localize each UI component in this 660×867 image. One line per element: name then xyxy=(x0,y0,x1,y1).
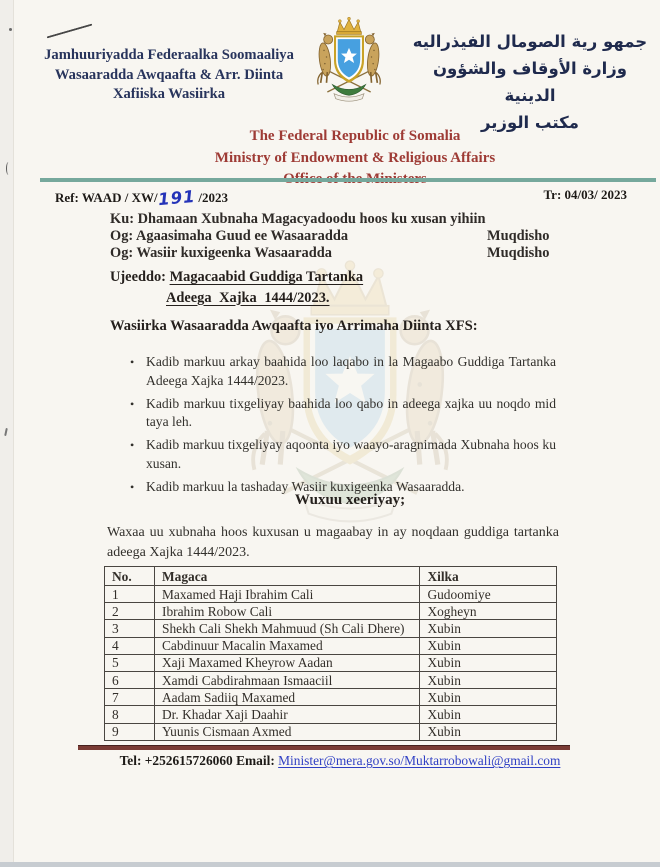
cell-role: Gudoomiye xyxy=(420,586,557,603)
list-item xyxy=(130,353,556,390)
cell-name: Xaji Maxamed Kheyrow Aadan xyxy=(155,654,420,671)
subject-line-1 xyxy=(110,267,363,288)
cell-role: Xubin xyxy=(420,671,557,688)
phone-number: Tel: +252615726060 xyxy=(119,753,233,768)
handwritten-pen-stroke xyxy=(47,24,93,39)
recipient-line-ku: Ku: Dhamaan Xubnaha Magacyadoodu hoos ku xusan yihiin xyxy=(110,211,486,227)
email-link[interactable]: Minister@mera.gov.so/Muktarrobowali@gmail.com xyxy=(278,753,561,768)
bullet-dot: • xyxy=(130,355,135,369)
table-row xyxy=(105,689,557,706)
list-item-text: Kadib markuu la tashaday Wasiir kuxigeenka Wasaaradda. xyxy=(146,479,465,495)
bullet-dot: • xyxy=(130,396,135,411)
decision-heading: Wuxuu xeeriyay; xyxy=(294,492,406,508)
recipient-line-og1: Og: Agaasimaha Guud ee Wasaaradda Muqdisho xyxy=(110,228,550,244)
letterhead-arabic-line: مكتب الوزير xyxy=(481,113,579,132)
letterhead-somali-line: Wasaaradda Awqaafta & Arr. Diinta xyxy=(54,66,284,83)
cell-role: Xubin xyxy=(420,706,557,723)
column-header-no: No. xyxy=(105,567,155,586)
cell-role: Xubin xyxy=(420,637,557,654)
column-header-magaca: Magaca xyxy=(155,567,420,586)
letterhead-somali xyxy=(35,46,303,105)
email-label: Email: xyxy=(236,753,275,768)
letterhead-english-line: The Federal Republic of Somalia xyxy=(249,128,461,144)
recipient-line-og2: Og: Wasiir kuxigeenka Wasaaradda Muqdisho xyxy=(110,245,550,261)
cell-number: 6 xyxy=(105,671,155,688)
letterhead-somali-line: Xafiiska Wasiirka xyxy=(112,86,226,102)
cell-number: 3 xyxy=(105,620,155,637)
cell-name: Aadam Sadiiq Maxamed xyxy=(155,689,420,706)
somalia-coat-of-arms-icon xyxy=(299,5,399,119)
cell-number: 2 xyxy=(105,603,155,620)
cell-role: Xogheyn xyxy=(420,603,557,620)
cell-number: 8 xyxy=(105,706,155,723)
bullet-dot: • xyxy=(130,480,135,495)
table-row xyxy=(105,706,557,723)
table-row xyxy=(105,603,557,620)
letterhead-somali-line: Jamhuuriyadda Federaalka Soomaaliya xyxy=(44,47,294,63)
table-row xyxy=(105,671,557,688)
date-field: Tr: 04/03/ 2023 xyxy=(543,187,627,202)
cell-name: Ibrahim Robow Cali xyxy=(155,603,420,620)
recipients-block xyxy=(110,211,580,262)
considerations-list xyxy=(130,353,556,501)
subject-title: Magacaabid Guddiga Tartanka xyxy=(169,269,364,285)
cell-name: Cabdinuur Macalin Maxamed xyxy=(155,637,420,654)
cell-role: Xubin xyxy=(420,620,557,637)
letterhead-english-line: Ministry of Endowment & Religious Affairs xyxy=(214,149,496,166)
table-row xyxy=(105,586,557,603)
table-row xyxy=(105,637,557,654)
reference-number: Ref: WAAD / XW/191 /2023 xyxy=(55,186,228,210)
cell-name: Maxamed Haji Ibrahim Cali xyxy=(155,586,420,603)
cell-name: Yuunis Cismaan Axmed xyxy=(155,723,420,740)
cell-role: Xubin xyxy=(420,723,557,740)
table-header-row xyxy=(105,567,557,586)
cell-role: Xubin xyxy=(420,654,557,671)
table-row xyxy=(105,723,557,740)
list-item xyxy=(130,395,556,432)
list-item-text: Kadib markuu arkay baahida loo laqabo in la Magaabo Guddiga Tartanka Adeega Xajka 1444/2023. xyxy=(146,354,556,388)
letterhead-arabic xyxy=(406,28,654,136)
bullet-dot: • xyxy=(130,438,135,453)
cell-name: Shekh Cali Shekh Mahmuud (Sh Cali Dhere) xyxy=(155,620,420,637)
table-row xyxy=(105,654,557,671)
list-item-text: Kadib markuu tixgeliyay aqoonta iyo waayo-aragnimada Xubnaha hoos ku xusan. xyxy=(146,437,556,471)
scan-artifact xyxy=(6,162,12,175)
cell-number: 7 xyxy=(105,689,155,706)
cell-number: 9 xyxy=(105,723,155,740)
cell-name: Dr. Khadar Xaji Daahir xyxy=(155,706,420,723)
committee-table xyxy=(104,566,557,741)
scan-edge-bottom xyxy=(0,862,660,867)
list-item-text: Kadib markuu tixgeliyay baahida loo qabo in adeega xajka uu noqdo mid taya leh. xyxy=(146,395,556,430)
cell-role: Xubin xyxy=(420,689,557,706)
list-item xyxy=(130,436,556,473)
scan-artifact xyxy=(9,28,12,31)
minister-intro-line: Wasiirka Wasaaradda Awqaafta iyo Arrimaha Diinta XFS: xyxy=(110,318,478,334)
subject-label: Ujeeddo: xyxy=(110,269,166,285)
letterhead-arabic-line: وزارة الأوقاف والشؤون الدينية xyxy=(432,59,628,105)
cell-name: Xamdi Cabdirahmaan Ismaaciil xyxy=(155,671,420,688)
cell-number: 5 xyxy=(105,654,155,671)
cell-number: 4 xyxy=(105,637,155,654)
table-row xyxy=(105,620,557,637)
reference-row xyxy=(55,186,627,210)
recipient-city: Muqdisho xyxy=(487,228,550,244)
cell-number: 1 xyxy=(105,586,155,603)
footer-divider-rule xyxy=(78,745,570,750)
decision-paragraph: Waxaa uu xubnaha hoos kuxusan u magaabay in ay noqdaan guddiga tartanka adeega Xajka 1444/2023. xyxy=(107,525,559,560)
handwritten-ref-number: 191 xyxy=(157,186,197,210)
subject-block xyxy=(110,267,363,308)
subject-line-2: Adeega Xajka 1444/2023. xyxy=(166,289,330,306)
recipient-city: Muqdisho xyxy=(487,245,550,261)
letterhead-arabic-line: جمهو رية الصومال الفيذراليه xyxy=(412,32,648,51)
footer-contact xyxy=(60,753,620,769)
header-divider-rule xyxy=(40,178,656,182)
column-header-xilka: Xilka xyxy=(420,567,557,586)
scan-edge-left xyxy=(0,0,14,867)
